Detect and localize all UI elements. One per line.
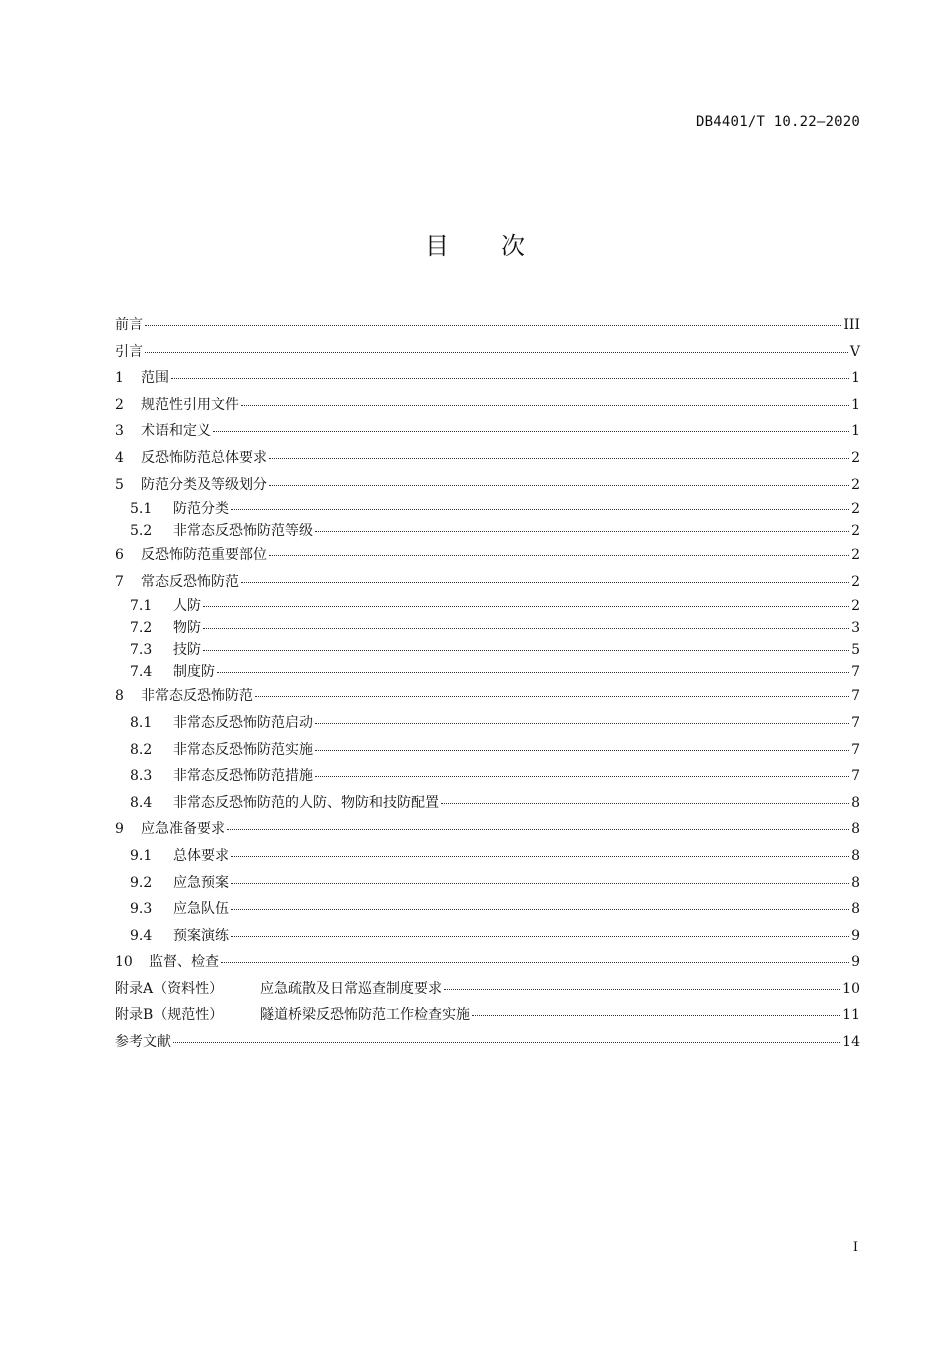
toc-entry-page: 1 (851, 370, 860, 387)
toc-entry-label: 防范分类及等级划分 (141, 476, 267, 493)
toc-entry[interactable] (115, 617, 860, 639)
dot-leader (231, 508, 849, 510)
toc-entry-label: 防范分类 (173, 501, 229, 518)
toc-entry-number: 2 (115, 396, 124, 413)
toc-entry-number: 5.1 (130, 501, 153, 518)
dot-leader (213, 430, 849, 432)
toc-entry[interactable] (115, 339, 860, 366)
toc-entry-label: 非常态反恐怖防范措施 (173, 768, 313, 785)
toc-entry[interactable] (115, 498, 860, 520)
document-code: DB4401/T 10.22—2020 (696, 114, 860, 130)
toc-entry-page: 7 (851, 741, 860, 758)
toc-entry-number: 7.2 (130, 620, 153, 637)
dot-leader (221, 961, 849, 963)
toc-entry-label: 非常态反恐怖防范等级 (173, 523, 313, 540)
dot-leader (315, 722, 849, 724)
page-number: I (852, 1240, 858, 1255)
toc-entry-page: 8 (851, 901, 860, 918)
toc-entry-label: 人防 (173, 598, 201, 615)
toc-entry[interactable] (115, 569, 860, 596)
toc-entry-page: 8 (851, 821, 860, 838)
dot-leader (203, 649, 849, 651)
toc-entry-page: 9 (851, 927, 860, 944)
dot-leader (255, 695, 849, 697)
toc-entry[interactable] (115, 683, 860, 710)
toc-entry-label: 应急预案 (173, 874, 229, 891)
toc-entry-label: 应急准备要求 (141, 821, 225, 838)
dot-leader (315, 530, 849, 532)
toc-entry-number: 7.4 (130, 664, 153, 681)
toc-entry-number: 6 (115, 547, 124, 564)
toc-entry[interactable] (115, 639, 860, 661)
toc-entry-page: 9 (851, 954, 860, 971)
toc-entry-page: 2 (851, 476, 860, 493)
toc-entry-label: 总体要求 (173, 847, 229, 864)
toc-entry-page: 7 (851, 664, 860, 681)
dot-leader (315, 775, 849, 777)
toc-entry[interactable] (115, 870, 860, 897)
toc-entry-number: 7.1 (130, 598, 153, 615)
toc-entry-page: 10 (842, 980, 860, 997)
toc-entry[interactable] (115, 445, 860, 472)
toc-entry-label: 应急队伍 (173, 901, 229, 918)
dot-leader (227, 828, 849, 830)
toc-entry-number: 1 (115, 370, 124, 387)
toc-entry-label: 非常态反恐怖防范启动 (173, 714, 313, 731)
toc-entry-number: 9.4 (130, 927, 153, 944)
toc-entry[interactable] (115, 923, 860, 950)
toc-entry[interactable] (115, 710, 860, 737)
dot-leader (231, 882, 849, 884)
dot-leader (269, 554, 849, 556)
table-of-contents (115, 312, 860, 1056)
toc-entry-number: 8.4 (130, 794, 153, 811)
toc-entry-number: 4 (115, 449, 124, 466)
toc-entry[interactable] (115, 542, 860, 569)
toc-entry-number: 9 (115, 821, 124, 838)
toc-entry-page: 14 (842, 1034, 860, 1051)
toc-entry[interactable] (115, 737, 860, 764)
toc-entry-page: 1 (851, 423, 860, 440)
toc-entry-number: 9.2 (130, 874, 153, 891)
toc-entry-label: 监督、检查 (149, 954, 219, 971)
toc-entry-page: 2 (851, 573, 860, 590)
toc-entry-label: 常态反恐怖防范 (141, 573, 239, 590)
toc-entry[interactable] (115, 1029, 860, 1056)
toc-entry-number: 8.1 (130, 714, 153, 731)
toc-entry-number: 10 (115, 954, 133, 971)
dot-leader (441, 802, 849, 804)
page-title: 目次 (425, 232, 577, 260)
toc-entry[interactable] (115, 896, 860, 923)
toc-entry-page: 7 (851, 714, 860, 731)
toc-entry[interactable] (115, 312, 860, 339)
toc-entry[interactable] (115, 392, 860, 419)
toc-entry[interactable] (115, 816, 860, 843)
dot-leader (173, 1041, 840, 1043)
toc-entry-label: 非常态反恐怖防范实施 (173, 741, 313, 758)
toc-entry-page: 8 (851, 847, 860, 864)
toc-entry-label: 反恐怖防范重要部位 (141, 547, 267, 564)
toc-entry-label: 规范性引用文件 (141, 396, 239, 413)
toc-entry-number: 5 (115, 476, 124, 493)
toc-entry-label: 引言 (115, 343, 143, 360)
toc-entry[interactable] (115, 595, 860, 617)
toc-entry-page: 2 (851, 501, 860, 518)
toc-entry-page: 8 (851, 794, 860, 811)
toc-entry[interactable] (115, 949, 860, 976)
toc-entry-number: 7.3 (130, 642, 153, 659)
toc-entry-number: 9.1 (130, 847, 153, 864)
toc-entry[interactable] (115, 763, 860, 790)
toc-entry-number: 9.3 (130, 901, 153, 918)
toc-entry-page: III (843, 317, 860, 333)
toc-entry[interactable] (115, 976, 860, 1003)
dot-leader (171, 377, 849, 379)
toc-entry-label: 非常态反恐怖防范 (141, 688, 253, 705)
toc-entry-label: 范围 (141, 370, 169, 387)
dot-leader (315, 749, 849, 751)
toc-entry-label: 制度防 (173, 664, 215, 681)
dot-leader (231, 855, 849, 857)
toc-entry[interactable] (115, 661, 860, 683)
toc-entry-number: 附录B（规范性） (115, 1007, 224, 1024)
toc-entry-label: 前言 (115, 317, 143, 333)
dot-leader (231, 935, 849, 937)
toc-entry-label: 物防 (173, 620, 201, 637)
toc-entry-label: 隧道桥梁反恐怖防范工作检查实施 (260, 1007, 470, 1024)
dot-leader (217, 671, 849, 673)
toc-entry[interactable] (115, 520, 860, 542)
toc-entry[interactable] (115, 365, 860, 392)
dot-leader (472, 1014, 840, 1016)
toc-entry-page: 1 (851, 396, 860, 413)
toc-entry-label: 预案演练 (173, 927, 229, 944)
toc-entry-page: 2 (851, 523, 860, 540)
dot-leader (231, 908, 849, 910)
toc-entry-number: 5.2 (130, 523, 153, 540)
toc-entry-label: 术语和定义 (141, 423, 211, 440)
dot-leader (203, 605, 849, 607)
toc-entry-page: 11 (842, 1007, 860, 1024)
toc-entry-page: 2 (851, 598, 860, 615)
toc-entry[interactable] (115, 418, 860, 445)
dot-leader (241, 404, 849, 406)
toc-entry-label: 非常态反恐怖防范的人防、物防和技防配置 (173, 794, 439, 811)
toc-entry-label: 技防 (173, 642, 201, 659)
toc-entry-number: 8 (115, 688, 124, 705)
dot-leader (241, 581, 849, 583)
toc-entry-label: 参考文献 (115, 1034, 171, 1051)
toc-entry-number: 附录A（资料性） (115, 980, 224, 997)
toc-entry[interactable] (115, 843, 860, 870)
toc-entry-number: 7 (115, 573, 124, 590)
dot-leader (203, 627, 849, 629)
toc-entry-number: 8.2 (130, 741, 153, 758)
toc-entry-page: 7 (851, 688, 860, 705)
toc-entry-label: 应急疏散及日常巡查制度要求 (260, 980, 442, 997)
toc-entry-page: 2 (851, 547, 860, 564)
toc-entry-page: 3 (851, 620, 860, 637)
dot-leader (444, 988, 840, 990)
toc-entry-page: 2 (851, 449, 860, 466)
dot-leader (269, 484, 849, 486)
toc-entry-number: 3 (115, 423, 124, 440)
toc-entry[interactable] (115, 790, 860, 817)
dot-leader (145, 351, 848, 353)
toc-entry-label: 反恐怖防范总体要求 (141, 449, 267, 466)
toc-entry-page: V (849, 343, 860, 360)
toc-entry-page: 5 (851, 642, 860, 659)
toc-entry-page: 7 (851, 768, 860, 785)
dot-leader (269, 457, 849, 459)
toc-entry[interactable] (115, 1002, 860, 1029)
dot-leader (145, 324, 841, 326)
toc-entry[interactable] (115, 472, 860, 499)
toc-entry-page: 8 (851, 874, 860, 891)
toc-entry-number: 8.3 (130, 768, 153, 785)
